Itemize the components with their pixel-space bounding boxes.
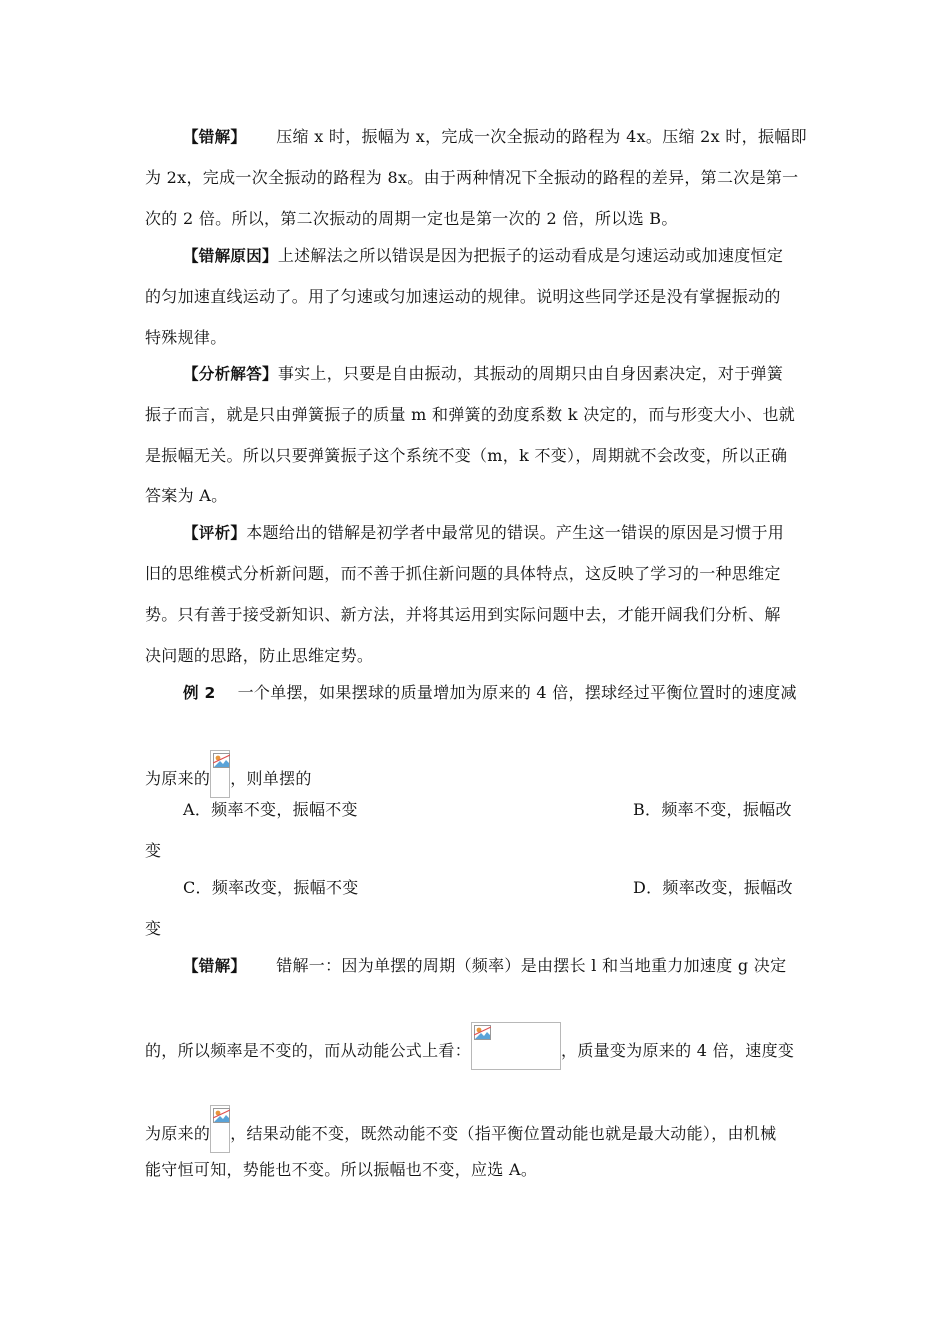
formula-image [210, 750, 230, 798]
paragraph-line: 能守恒可知，势能也不变。所以振幅也不变，应选 A。 [145, 1160, 538, 1179]
paragraph-line: 势。只有善于接受新知识、新方法，并将其运用到实际问题中去，才能开阔我们分析、解 [145, 605, 781, 624]
broken-image-icon [474, 1025, 491, 1040]
formula-image [210, 1105, 230, 1153]
paragraph-line: 为原来的 ，结果动能不变，既然动能不变（指平衡位置动能也就是最大动能），由机械 [145, 1105, 805, 1153]
option-d-continued: 变 [145, 919, 162, 938]
option-a: A．频率不变，振幅不变 [183, 800, 358, 819]
analysis-tag: 【分析解答】 [183, 365, 278, 383]
wrong-solution-tag: 【错解】 [183, 128, 247, 146]
paragraph-line: 的，所以频率是不变的，而从动能公式上看： ，质量变为原来的 4 倍，速度变 [145, 1022, 805, 1070]
option-b: B．频率不变，振幅改 [633, 800, 792, 819]
paragraph-line: 【错解】 错解一：因为单摆的周期（频率）是由摆长 l 和当地重力加速度 g 决定 [183, 956, 787, 975]
wrong-solution-tag: 【错解】 [183, 957, 247, 975]
paragraph-line: 【评析】本题给出的错解是初学者中最常见的错误。产生这一错误的原因是习惯于用 [183, 523, 785, 542]
paragraph-line: 答案为 A。 [145, 486, 228, 505]
broken-image-icon [213, 1108, 230, 1123]
paragraph-line: 例 2 一个单摆，如果摆球的质量增加为原来的 4 倍，摆球经过平衡位置时的速度减 [183, 683, 797, 702]
paragraph-line: 【错解原因】上述解法之所以错误是因为把振子的运动看成是匀速运动或加速度恒定 [183, 246, 784, 265]
error-cause-tag: 【错解原因】 [183, 247, 278, 265]
paragraph-line: 特殊规律。 [145, 328, 227, 347]
paragraph-line: 为原来的 ，则单摆的 [145, 750, 805, 798]
paragraph-line: 是振幅无关。所以只要弹簧振子这个系统不变（m，k 不变），周期就不会改变，所以正确 [145, 446, 788, 465]
paragraph-line: 为 2x，完成一次全振动的路程为 8x。由于两种情况下全振动的路程的差异，第二次是第一 [145, 168, 799, 187]
paragraph-line: 的匀加速直线运动了。用了匀速或匀加速运动的规律。说明这些同学还是没有掌握振动的 [145, 287, 781, 306]
formula-image [471, 1022, 561, 1070]
option-b-continued: 变 [145, 841, 162, 860]
broken-image-icon [213, 753, 230, 768]
paragraph-line: 旧的思维模式分析新问题，而不善于抓住新问题的具体特点，这反映了学习的一种思维定 [145, 564, 781, 583]
paragraph-line: 【错解】 压缩 x 时，振幅为 x，完成一次全振动的路程为 4x。压缩 2x 时，振幅即 [183, 127, 807, 146]
paragraph-line: 决问题的思路，防止思维定势。 [145, 646, 374, 665]
paragraph-line: 【分析解答】事实上，只要是自由振动，其振动的周期只由自身因素决定，对于弹簧 [183, 364, 784, 383]
option-d: D．频率改变，振幅改 [633, 878, 793, 897]
example-label: 例 2 [183, 684, 216, 702]
option-c: C．频率改变，振幅不变 [183, 878, 359, 897]
comment-tag: 【评析】 [183, 524, 247, 542]
paragraph-line: 振子而言，就是只由弹簧振子的质量 m 和弹簧的劲度系数 k 决定的，而与形变大小、也就 [145, 405, 796, 424]
paragraph-line: 次的 2 倍。所以，第二次振动的周期一定也是第一次的 2 倍，所以选 B。 [145, 209, 678, 228]
